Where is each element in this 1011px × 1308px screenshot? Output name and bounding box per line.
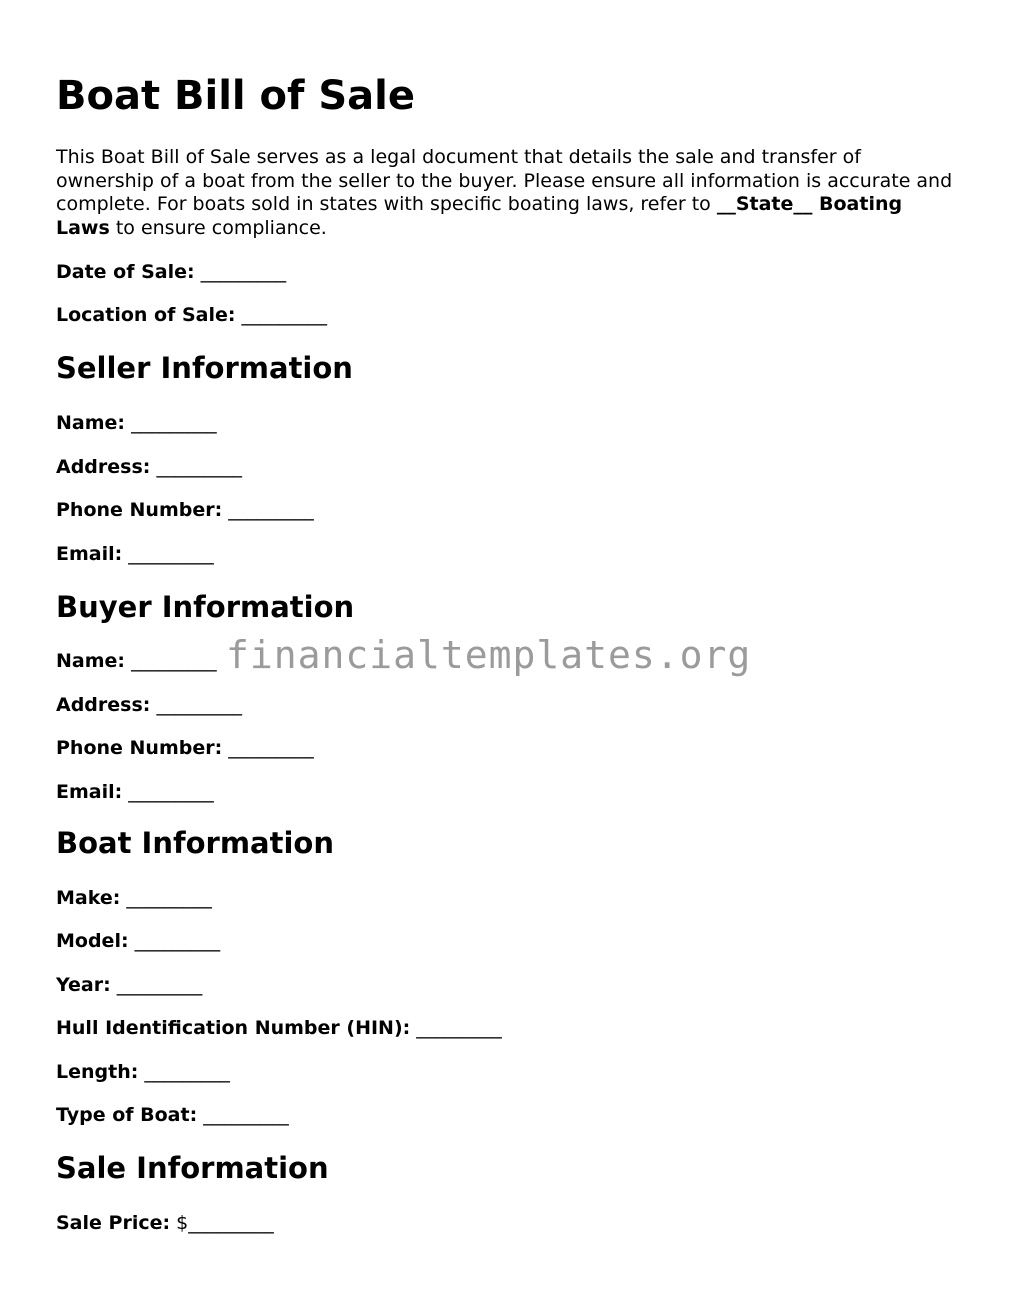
state-boating-laws-reference: __State__ Boating Laws [56, 193, 903, 239]
buyer-phone-label: Phone Number: [56, 737, 223, 759]
date-of-sale-label: Date of Sale: [56, 261, 195, 283]
seller-name-label: Name: [56, 412, 126, 434]
boat-type-label: Type of Boat: [56, 1104, 198, 1126]
document-title: Boat Bill of Sale [56, 73, 416, 119]
seller-address-label: Address: [56, 456, 151, 478]
boat-model-blank: _________ [134, 930, 221, 952]
boat-length-label: Length: [56, 1061, 139, 1083]
seller-email-label: Email: [56, 543, 123, 565]
intro-text: This Boat Bill of Sale serves as a legal document that details the sale and transfer of ownership of a boat from the seller to the buyer. Please ensure all information is accurate and complete. For boats sold in states with specific boating laws, refer to [56, 146, 953, 215]
boat-hin-label: Hull Identification Number (HIN): [56, 1017, 411, 1039]
buyer-address-blank: _________ [156, 694, 242, 716]
buyer-email-label: Email: [56, 781, 123, 803]
currency-symbol: $ [176, 1212, 189, 1234]
boat-model-label: Model: [56, 930, 129, 952]
sale-price-label: Sale Price: [56, 1212, 171, 1234]
boat-year-blank: _________ [116, 974, 203, 996]
buyer-name-field [56, 649, 217, 673]
sale-price-blank [176, 1212, 274, 1234]
seller-email-field [56, 542, 214, 566]
boat-type-blank: _________ [203, 1104, 289, 1126]
boat-length-field [56, 1060, 230, 1084]
seller-information-heading: Seller Information [56, 351, 353, 385]
boat-make-label: Make: [56, 887, 121, 909]
boat-hin-field [56, 1016, 502, 1040]
seller-name-blank: _________ [131, 412, 217, 434]
buyer-name-label: Name: [56, 650, 126, 672]
seller-phone-label: Phone Number: [56, 499, 223, 521]
seller-address-field [56, 455, 242, 479]
seller-phone-blank: _________ [228, 499, 314, 521]
boat-type-field [56, 1103, 289, 1127]
buyer-email-field [56, 780, 214, 804]
buyer-name-blank: _________ [131, 650, 217, 672]
boat-year-label: Year: [56, 974, 111, 996]
buyer-phone-field [56, 736, 314, 760]
intro-text-end: to ensure compliance. [109, 216, 327, 239]
date-of-sale-field [56, 260, 286, 284]
boat-year-field [56, 973, 202, 997]
boat-model-field [56, 929, 220, 953]
boat-hin-blank: _________ [416, 1017, 502, 1039]
seller-email-blank: _________ [128, 543, 214, 565]
seller-address-blank: _________ [156, 456, 242, 478]
seller-phone-field [56, 498, 314, 522]
location-of-sale-field [56, 303, 327, 327]
buyer-address-label: Address: [56, 694, 151, 716]
sale-information-heading: Sale Information [56, 1151, 329, 1185]
intro-paragraph [56, 146, 956, 240]
boat-make-blank: _________ [126, 887, 212, 909]
buyer-information-heading: Buyer Information [56, 590, 355, 624]
watermark: financialtemplates.org [226, 633, 752, 677]
buyer-phone-blank: _________ [228, 737, 314, 759]
location-of-sale-label: Location of Sale: [56, 304, 236, 326]
buyer-email-blank: _________ [128, 781, 214, 803]
buyer-address-field [56, 693, 242, 717]
boat-make-field [56, 886, 212, 910]
location-of-sale-blank: _________ [241, 304, 328, 326]
sale-price-underline: _________ [188, 1212, 274, 1234]
seller-name-field [56, 411, 217, 435]
sale-price-field [56, 1211, 274, 1235]
boat-information-heading: Boat Information [56, 826, 334, 860]
date-of-sale-blank: _________ [200, 261, 287, 283]
boat-length-blank: _________ [144, 1061, 230, 1083]
